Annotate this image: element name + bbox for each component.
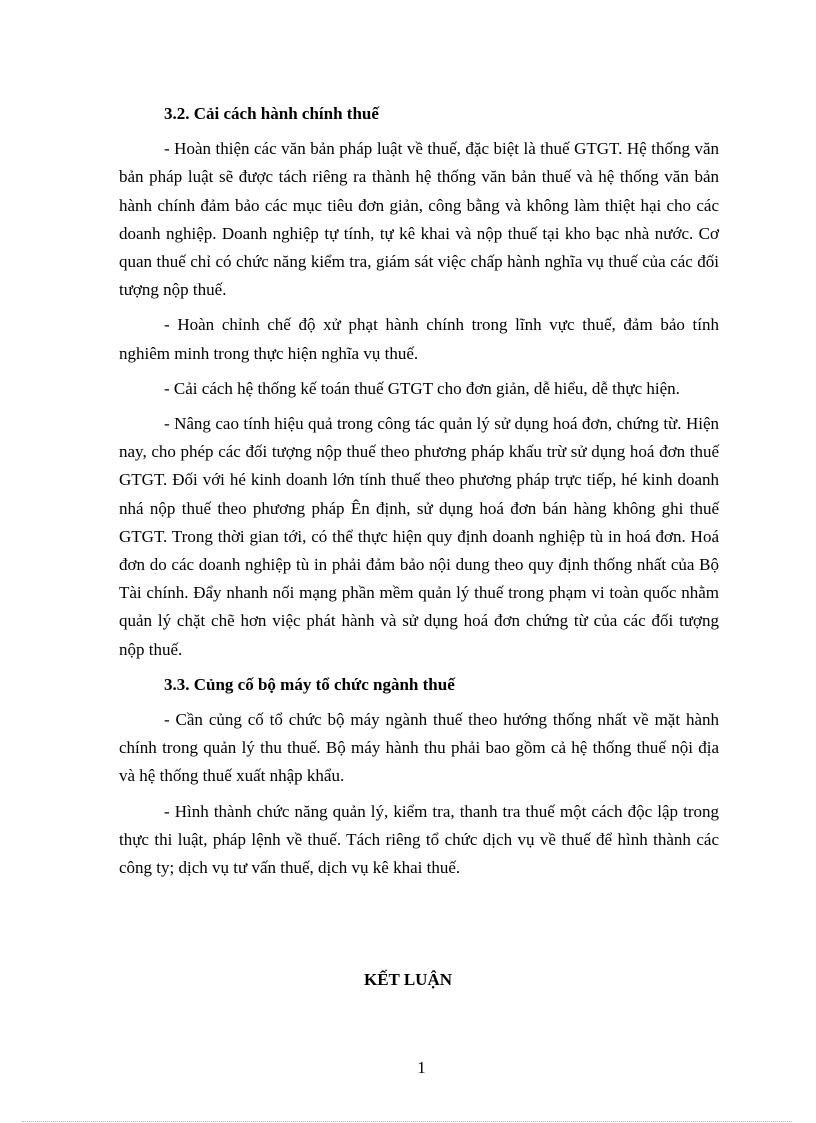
page-number: 1 (417, 1058, 426, 1077)
paragraph: - Hình thành chức năng quản lý, kiểm tra, thanh tra thuế một cách độc lập trong thực thi luật, pháp lệnh về thuế. Tách riêng tổ chức dịch vụ về thuế để hình thành các công ty; dịch vụ tư vấn thuế, dịch vụ kê khai thuế. (119, 801, 719, 878)
section-heading: 3.3. Củng cố bộ máy tổ chức ngành thuế (164, 674, 455, 694)
page-content (119, 100, 719, 889)
section-3-3 (119, 671, 719, 882)
paragraph: - Cần củng cố tổ chức bộ máy ngành thuế theo hướng thống nhất về mặt hành chính trong quản lý thu thuế. Bộ máy hành thu phải bao gồm cả hệ thống thuế nội địa và hệ thống thuế xuất nhập khẩu. (119, 710, 719, 786)
paragraph: - Hoàn thiện các văn bản pháp luật về thuế, đặc biệt là thuế GTGT. Hệ thống văn bản pháp luật sẽ được tách riêng ra thành hệ thống văn bản thuế và hệ thống văn bản hành chính đảm bảo các mục tiêu đơn giản, công bằng và không làm thiệt hại cho các doanh nghiệp. Doanh nghiệp tự tính, tự kê khai và nộp thuế tại kho bạc nhà nước. Cơ quan thuế chỉ có chức năng kiểm tra, giám sát việc chấp hành nghĩa vụ thuế của các đối tượng nộp thuế. (119, 139, 719, 300)
paragraph: - Hoàn chỉnh chế độ xử phạt hành chính trong lĩnh vực thuế, đảm bảo tính nghiêm minh trong thực hiện nghĩa vụ thuế. (119, 315, 719, 363)
section-heading: 3.2. Cải cách hành chính thuế (164, 104, 379, 123)
paragraph: - Nâng cao tính hiệu quả trong công tác quản lý sử dụng hoá đơn, chứng từ. Hiện nay, cho phép các đối tượng nộp thuế theo phương pháp khấu trừ sử dụng hoá đơn thuế GTGT. Đối với hé kinh doanh lớn tính thuế theo phương pháp trực tiếp, hé kinh doanh nhá nộp thuế theo phương pháp Ên định, sử dụng hoá đơn bán hàng không ghi thuế GTGT. Trong thời gian tới, có thể thực hiện quy định doanh nghiệp tù in hoá đơn. Hoá đơn do các doanh nghiệp tù in phải đảm bảo nội dung theo quy định thống nhất của Bộ Tài chính. Đẩy nhanh nối mạng phần mềm quản lý thuế trong phạm vi toàn quốc nhằm quản lý chặt chẽ hơn việc phát hành và sử dụng hoá đơn chứng từ của các đối tượng nộp thuế. (119, 414, 719, 659)
paragraph: - Cải cách hệ thống kế toán thuế GTGT cho đơn giản, dễ hiểu, dễ thực hiện. (164, 378, 680, 398)
section-3-2 (119, 100, 719, 664)
conclusion-heading: KẾT LUẬN (363, 970, 452, 989)
page-bottom-divider (22, 1121, 792, 1122)
